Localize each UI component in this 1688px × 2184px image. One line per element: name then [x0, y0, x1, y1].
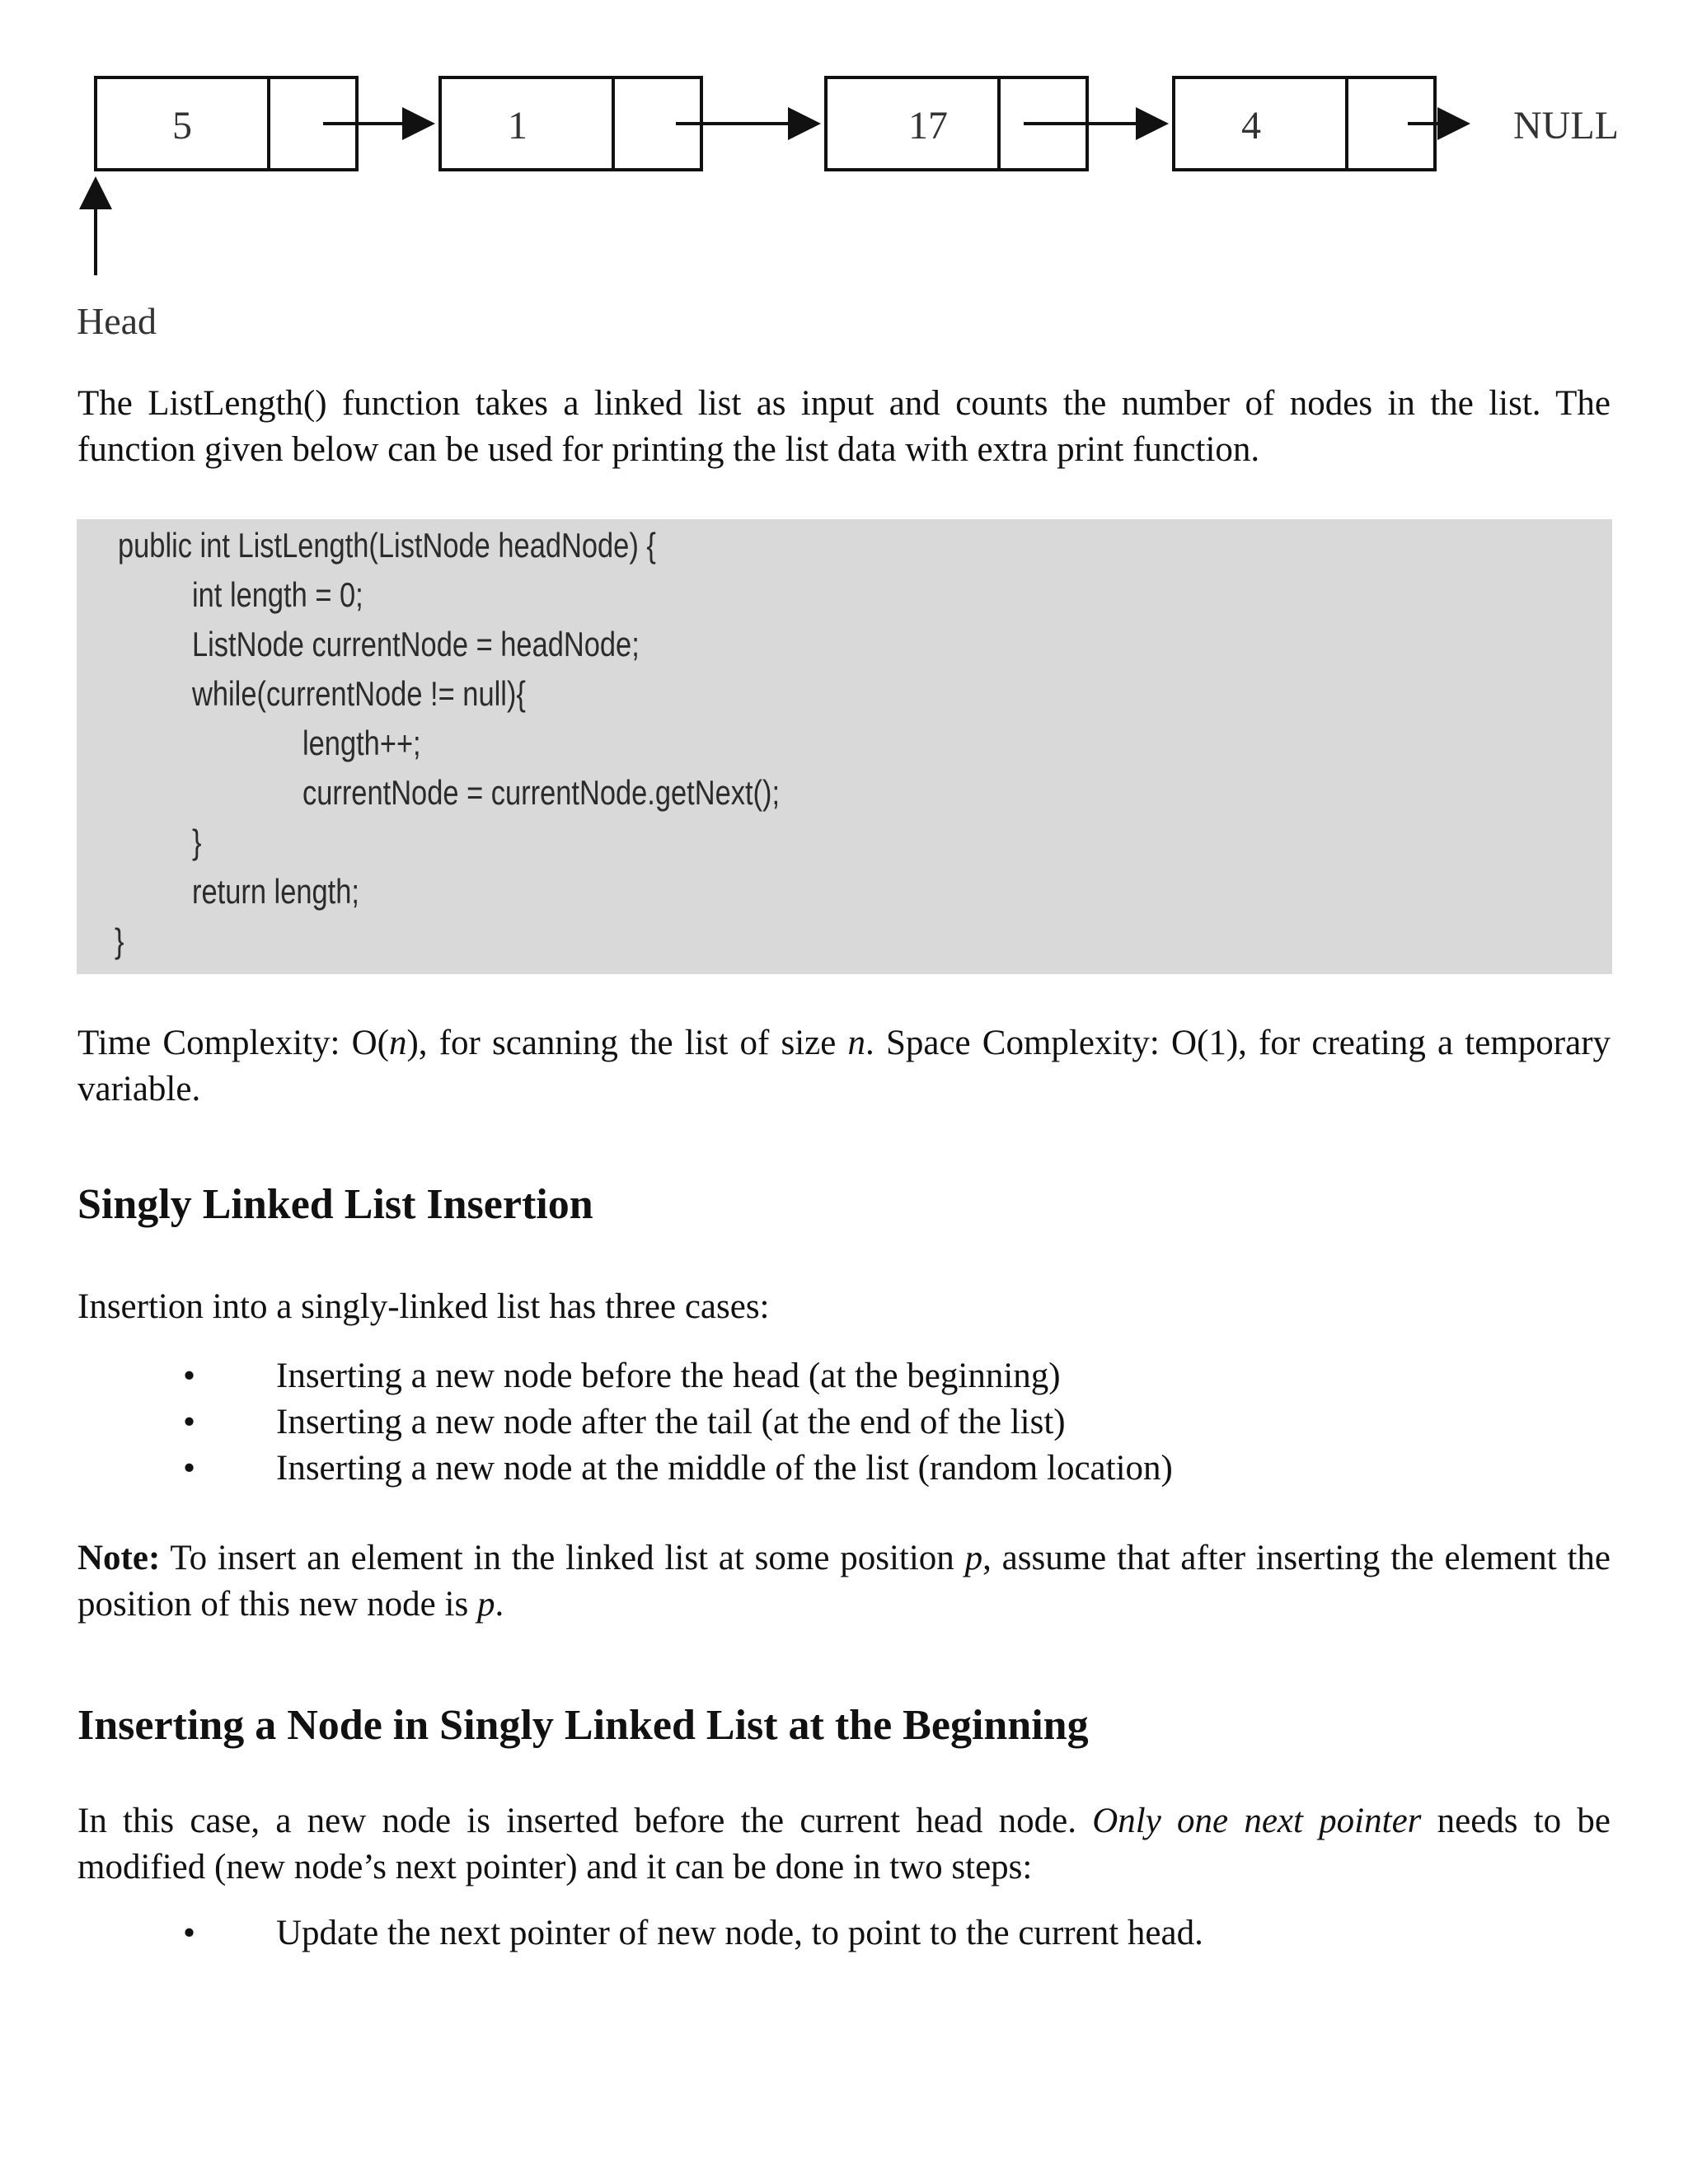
note-var: p [964, 1539, 983, 1577]
complexity-text: . Space Complexity: O(1), for creating a temporary variable. [77, 1024, 1611, 1108]
code-line: currentNode = currentNode.getNext(); [302, 773, 781, 812]
bullet-icon: • [183, 1449, 196, 1488]
code-line: length++; [302, 724, 421, 762]
section-heading: Singly Linked List Insertion [77, 1181, 593, 1228]
intro-paragraph: The ListLength() function takes a linked list as input and counts the number of nodes in the list. The function given below can be used for printing the list data with extra print function. [77, 384, 1611, 469]
paragraph-text: In this case, a new node is inserted before the current head node. [77, 1802, 1093, 1840]
code-line: return length; [192, 872, 359, 911]
code-line: public int ListLength(ListNode headNode) { [118, 526, 656, 565]
list-node [96, 77, 357, 170]
bullet-icon: • [183, 1914, 196, 1952]
null-label: NULL [1513, 104, 1619, 148]
list-node [440, 77, 701, 170]
node-value: 4 [1241, 104, 1261, 148]
paragraph-emphasis: Only one next pointer [1092, 1802, 1422, 1840]
paragraph-text: needs to be modified (new node’s next pointer) and it can be done in two steps: [77, 1802, 1611, 1886]
head-label: Head [77, 300, 157, 342]
node-value: 1 [508, 104, 528, 148]
complexity-var: n [388, 1024, 407, 1062]
code-line: int length = 0; [192, 575, 363, 614]
list-item-text: Inserting a new node at the middle of the list (random location) [276, 1449, 1173, 1488]
note-text: To insert an element in the linked list at some position [160, 1539, 965, 1577]
complexity-paragraph [77, 1020, 1611, 1113]
list-node [1174, 77, 1435, 170]
note-text: . [495, 1585, 504, 1624]
section-heading: Inserting a Node in Singly Linked List at the Beginning [77, 1702, 1089, 1749]
note-paragraph [77, 1535, 1611, 1628]
linked-list-diagram [0, 0, 1688, 363]
complexity-text: ), for scanning the list of size [406, 1024, 848, 1062]
bullet-icon: • [183, 1403, 196, 1441]
note-label: Note: [77, 1539, 161, 1577]
note-text: , assume that after inserting the element the position of this new node is [77, 1539, 1611, 1624]
beginning-paragraph [77, 1798, 1611, 1891]
bullet-icon: • [183, 1357, 196, 1395]
node-value: 17 [908, 104, 948, 148]
code-line: ListNode currentNode = headNode; [192, 625, 640, 663]
code-line: } [115, 921, 124, 960]
list-item-text: Update the next pointer of new node, to point to the current head. [276, 1914, 1203, 1952]
code-block [77, 519, 1612, 974]
list-item-text: Inserting a new node before the head (at the beginning) [276, 1357, 1061, 1395]
node-value: 5 [172, 104, 192, 148]
complexity-text: Time Complexity: O( [77, 1024, 389, 1062]
insertion-intro: Insertion into a singly-linked list has three cases: [77, 1287, 770, 1326]
list-item-text: Inserting a new node after the tail (at the end of the list) [276, 1403, 1066, 1441]
note-var: p [476, 1585, 495, 1624]
code-line: } [192, 823, 202, 861]
complexity-var: n [847, 1024, 866, 1062]
code-line: while(currentNode != null){ [192, 674, 526, 713]
